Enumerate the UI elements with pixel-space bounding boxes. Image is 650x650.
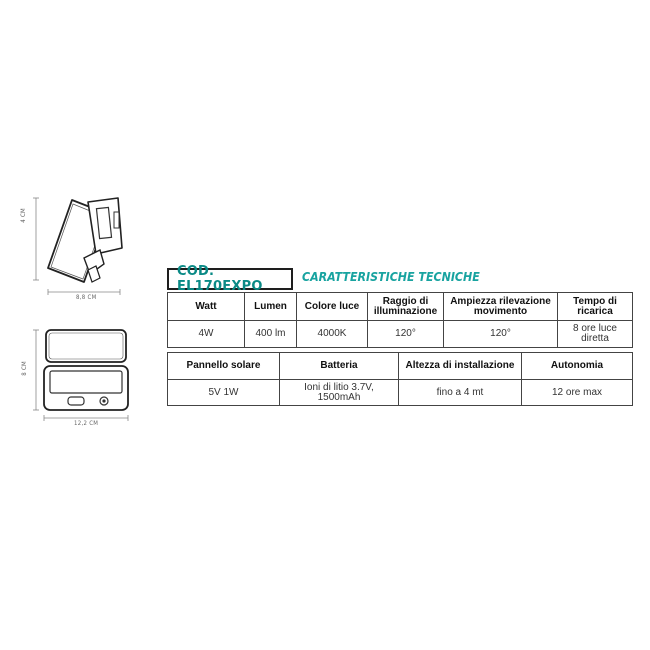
header-raggio: Raggio di illuminazione <box>368 293 444 321</box>
product-code-box <box>167 264 293 294</box>
header-tempo-ricarica: Tempo di ricarica <box>558 293 633 321</box>
dimension-height-top: 4 CM <box>20 208 27 223</box>
dimension-width-top: 8,8 CM <box>76 294 97 301</box>
dimension-width-bottom: 12,2 CM <box>74 420 99 427</box>
value-raggio: 120° <box>368 321 444 348</box>
product-drawing-front <box>28 326 136 422</box>
section-title: CARATTERISTICHE TECNICHE <box>302 270 480 284</box>
header-batteria: Batteria <box>280 353 399 380</box>
header-pannello-solare: Pannello solare <box>168 353 280 380</box>
value-lumen: 400 lm <box>245 321 297 348</box>
header-ampiezza: Ampiezza rilevazione movimento <box>444 293 558 321</box>
table-header-row <box>168 353 633 380</box>
spec-table-primary <box>167 292 633 348</box>
value-watt: 4W <box>168 321 245 348</box>
value-colore-luce: 4000K <box>297 321 368 348</box>
header-watt: Watt <box>168 293 245 321</box>
value-altezza: fino a 4 mt <box>399 380 522 406</box>
value-ampiezza: 120° <box>444 321 558 348</box>
dimension-height-bottom: 8 CM <box>21 361 28 376</box>
value-tempo-ricarica: 8 ore luce diretta <box>558 321 633 348</box>
spec-table-secondary <box>167 352 633 406</box>
table-header-row <box>168 293 633 321</box>
value-autonomia: 12 ore max <box>522 380 633 406</box>
product-drawing-angled <box>30 188 130 300</box>
value-pannello-solare: 5V 1W <box>168 380 280 406</box>
table-row <box>168 321 633 348</box>
header-autonomia: Autonomia <box>522 353 633 380</box>
header-colore-luce: Colore luce <box>297 293 368 321</box>
header-lumen: Lumen <box>245 293 297 321</box>
product-code: COD. EL170EXPO <box>177 264 263 294</box>
value-batteria: Ioni di litio 3.7V, 1500mAh <box>280 380 399 406</box>
table-row <box>168 380 633 406</box>
header-altezza: Altezza di installazione <box>399 353 522 380</box>
